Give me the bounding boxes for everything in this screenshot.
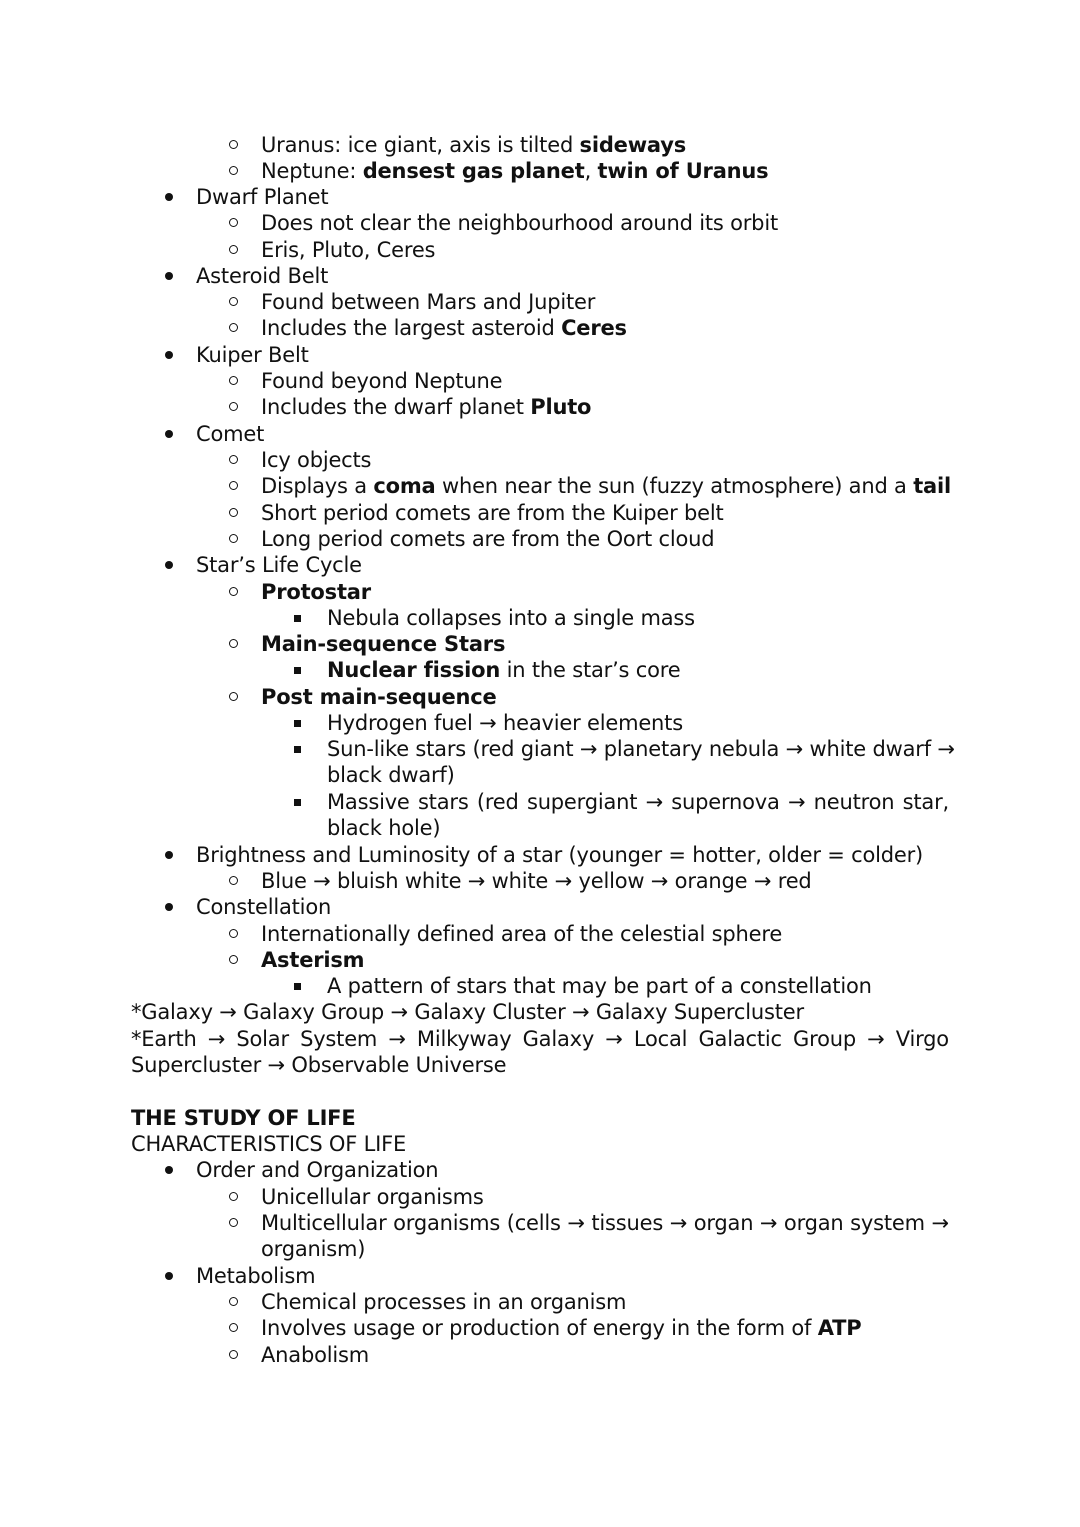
list-item: Sun-like stars (red giant → planetary nebula → white dwarf → bbox=[327, 737, 955, 761]
list-item: Eris, Pluto, Ceres bbox=[261, 238, 436, 262]
list-item: Icy objects bbox=[261, 448, 372, 472]
disc-bullet-icon bbox=[165, 894, 175, 920]
circle-bullet-icon bbox=[229, 447, 241, 473]
earth-hierarchy-line: *Earth → Solar System → Milkyway Galaxy → Local Galactic Group → Virgo bbox=[131, 1027, 949, 1051]
disc-bullet-icon bbox=[165, 342, 175, 368]
square-bullet-icon bbox=[294, 736, 304, 762]
circle-bullet-icon bbox=[229, 1210, 241, 1236]
square-bullet-icon bbox=[294, 605, 304, 631]
disc-bullet-icon bbox=[165, 263, 175, 289]
section-subtitle: CHARACTERISTICS OF LIFE bbox=[131, 1132, 407, 1156]
main-sequence-heading: Main-sequence Stars bbox=[261, 632, 506, 656]
kuiper-belt-heading: Kuiper Belt bbox=[196, 343, 309, 367]
disc-bullet-icon bbox=[165, 1263, 175, 1289]
circle-bullet-icon bbox=[229, 579, 241, 605]
list-item: Internationally defined area of the celestial sphere bbox=[261, 922, 783, 946]
square-bullet-icon bbox=[294, 789, 304, 815]
brightness-heading: Brightness and Luminosity of a star (younger = hotter, older = colder) bbox=[196, 843, 923, 867]
list-item: Includes the largest asteroid Ceres bbox=[261, 316, 627, 340]
constellation-heading: Constellation bbox=[196, 895, 332, 919]
circle-bullet-icon bbox=[229, 132, 241, 158]
list-item: Chemical processes in an organism bbox=[261, 1290, 627, 1314]
justified-list-item: Multicellular organisms (cells → tissues → organ → organ system → bbox=[261, 1211, 949, 1235]
circle-bullet-icon bbox=[229, 921, 241, 947]
list-item-continuation: black hole) bbox=[327, 816, 441, 840]
list-item: Hydrogen fuel → heavier elements bbox=[327, 711, 683, 735]
list-item: Long period comets are from the Oort cloud bbox=[261, 527, 715, 551]
neptune-line: Neptune: densest gas planet, twin of Uranus bbox=[261, 159, 769, 183]
list-item: Found between Mars and Jupiter bbox=[261, 290, 596, 314]
circle-bullet-icon bbox=[229, 289, 241, 315]
square-bullet-icon bbox=[294, 710, 304, 736]
order-organization-heading: Order and Organization bbox=[196, 1158, 439, 1182]
circle-bullet-icon bbox=[229, 368, 241, 394]
disc-bullet-icon bbox=[165, 184, 175, 210]
circle-bullet-icon bbox=[229, 500, 241, 526]
list-item: Nebula collapses into a single mass bbox=[327, 606, 695, 630]
disc-bullet-icon bbox=[165, 552, 175, 578]
list-item: Short period comets are from the Kuiper belt bbox=[261, 501, 724, 525]
circle-bullet-icon bbox=[229, 947, 241, 973]
metabolism-heading: Metabolism bbox=[196, 1264, 316, 1288]
list-item-continuation: black dwarf) bbox=[327, 763, 455, 787]
galaxy-hierarchy-line: *Galaxy → Galaxy Group → Galaxy Cluster → Galaxy Supercluster bbox=[131, 1000, 804, 1024]
list-item: Unicellular organisms bbox=[261, 1185, 484, 1209]
asteroid-belt-heading: Asteroid Belt bbox=[196, 264, 329, 288]
list-item: Blue → bluish white → white → yellow → orange → red bbox=[261, 869, 812, 893]
circle-bullet-icon bbox=[229, 868, 241, 894]
square-bullet-icon bbox=[294, 973, 304, 999]
disc-bullet-icon bbox=[165, 1157, 175, 1183]
circle-bullet-icon bbox=[229, 315, 241, 341]
disc-bullet-icon bbox=[165, 842, 175, 868]
star-life-cycle-heading: Star’s Life Cycle bbox=[196, 553, 362, 577]
circle-bullet-icon bbox=[229, 237, 241, 263]
list-item: Does not clear the neighbourhood around its orbit bbox=[261, 211, 778, 235]
dwarf-planet-heading: Dwarf Planet bbox=[196, 185, 329, 209]
list-item-continuation: organism) bbox=[261, 1237, 366, 1261]
circle-bullet-icon bbox=[229, 684, 241, 710]
list-item: Displays a coma when near the sun (fuzzy atmosphere) and a tail bbox=[261, 474, 952, 498]
earth-hierarchy-continuation: Supercluster → Observable Universe bbox=[131, 1053, 507, 1077]
circle-bullet-icon bbox=[229, 394, 241, 420]
circle-bullet-icon bbox=[229, 1289, 241, 1315]
circle-bullet-icon bbox=[229, 1342, 241, 1368]
section-title: THE STUDY OF LIFE bbox=[131, 1106, 356, 1130]
circle-bullet-icon bbox=[229, 1315, 241, 1341]
post-main-sequence-heading: Post main-sequence bbox=[261, 685, 497, 709]
list-item: Nuclear fission in the star’s core bbox=[327, 658, 681, 682]
list-item: Involves usage or production of energy in the form of ATP bbox=[261, 1316, 862, 1340]
uranus-line: Uranus: ice giant, axis is tilted sideways bbox=[261, 133, 687, 157]
justified-list-item: Massive stars (red supergiant → supernova → neutron star, bbox=[327, 790, 949, 814]
circle-bullet-icon bbox=[229, 631, 241, 657]
comet-heading: Comet bbox=[196, 422, 265, 446]
disc-bullet-icon bbox=[165, 421, 175, 447]
protostar-heading: Protostar bbox=[261, 580, 371, 604]
circle-bullet-icon bbox=[229, 526, 241, 552]
asterism-heading: Asterism bbox=[261, 948, 365, 972]
circle-bullet-icon bbox=[229, 473, 241, 499]
list-item: Anabolism bbox=[261, 1343, 369, 1367]
circle-bullet-icon bbox=[229, 1184, 241, 1210]
square-bullet-icon bbox=[294, 657, 304, 683]
list-item: Found beyond Neptune bbox=[261, 369, 503, 393]
circle-bullet-icon bbox=[229, 158, 241, 184]
list-item: A pattern of stars that may be part of a constellation bbox=[327, 974, 872, 998]
list-item: Includes the dwarf planet Pluto bbox=[261, 395, 592, 419]
circle-bullet-icon bbox=[229, 210, 241, 236]
